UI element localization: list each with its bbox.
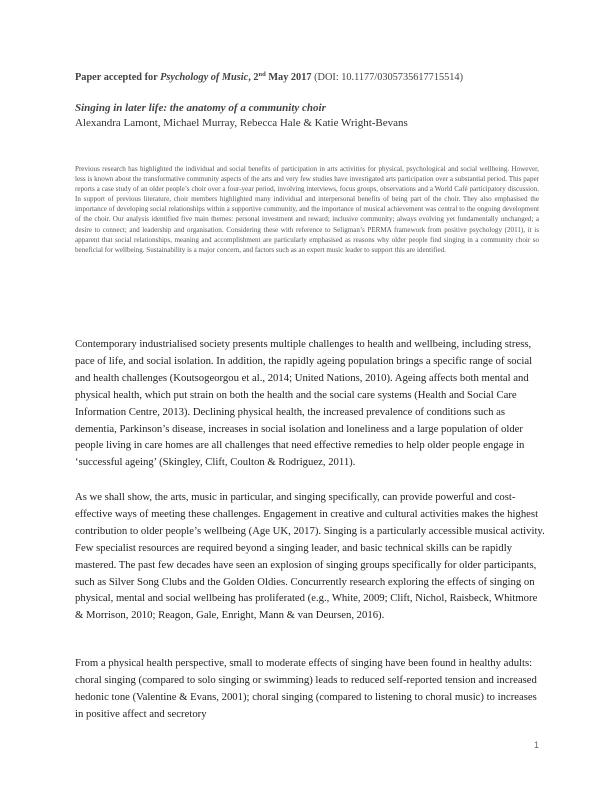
doi: (DOI: 10.1177/0305735617715514) xyxy=(311,72,464,83)
abstract: Previous research has highlighted the individual and social benefits of participation in arts activities for physical, psychological and social wellbeing. However, less is known about the transformative community aspects of the arts and very few studies have investigated arts participation over a substantial period. This paper reports a case study of an older people’s choir over a four-year period, involving interviews, focus groups, observations and a World Café participatory discussion. In support of previous literature, choir members highlighted many individual and interpersonal benefits of being part of the choir. They also emphasised the importance of developing social relationships within a supportive community, and the importance of musical achievement was central to the ongoing development of the choir. Our analysis identified five main themes: personal investment and reward; inclusive community; always evolving yet fundamentally unchanged; a desire to connect; and leadership and organisation. Considering these with reference to Seligman’s PERMA framework from positive psychology (2011), it is apparent that social relationships, meaning and accomplishment are particularly emphasised as reasons why older people find singing in a community choir so beneficial for wellbeing. Sustainability is a major concern, and factors such as an expert music leader to support this are identified. xyxy=(75,165,539,254)
header-date-suffix: nd xyxy=(258,71,266,78)
header-date-day: , 2 xyxy=(248,72,259,83)
paper-title: Singing in later life: the anatomy of a community choir xyxy=(75,102,326,114)
body-paragraph-1: Contemporary industrialised society presents multiple challenges to health and wellbeing, including stress, pace of life, and social isolation. In addition, the rapidly ageing population brings a specific range of social and health challenges (Koutsogeorgou et al., 2014; United Nations, 2010). Ageing affects both mental and physical health, which put strain on both the health and the social care systems (Health and Social Care Information Centre, 2013). Declining physical health, the increased prevalence of conditions such as dementia, Parkinson’s disease, increases in social isolation and loneliness and a large population of older people living in care homes are all challenges that need effective remedies to help older people engage in ‘successful ageing’ (Skingley, Clift, Coulton & Rodriguez, 2011). xyxy=(75,338,533,469)
header-label: Paper accepted for xyxy=(75,72,161,83)
journal-name: Psychology of Music xyxy=(160,72,249,83)
body-paragraph-2: As we shall show, the arts, music in particular, and singing specifically, can provide powerful and cost-effective ways of meeting these challenges. Engagement in creative and cultural activities makes the highest contribution to older people’s wellbeing (Age UK, 2017). Singing is a particularly accessible musical activity. Few specialist resources are required beyond a singing leader, and basic technical skills can be rapidly mastered. The past few decades have seen an explosion of singing groups specifically for older participants, such as Silver Song Clubs and the Golden Oldies. Concurrently research exploring the effects of singing on physical, mental and social wellbeing has proliferated (e.g., White, 2009; Clift, Nichol, Raisbeck, Whitmore & Morrison, 2010; Reagon, Gale, Enright, Mann & van Deursen, 2016). xyxy=(75,491,545,622)
body-paragraph-3: From a physical health perspective, small to moderate effects of singing have been found in healthy adults: choral singing (compared to solo singing or swimming) leads to reduced self-reported tension and increased hedonic tone (Valentine & Evans, 2001); choral singing (compared to listening to choral music) to increases in positive affect and secretory xyxy=(75,657,537,720)
header-date-rest: May 2017 xyxy=(265,72,312,83)
page-number: 1 xyxy=(534,740,540,750)
publication-header xyxy=(75,71,555,83)
author-list: Alexandra Lamont, Michael Murray, Rebecca Hale & Katie Wright-Bevans xyxy=(75,117,408,129)
